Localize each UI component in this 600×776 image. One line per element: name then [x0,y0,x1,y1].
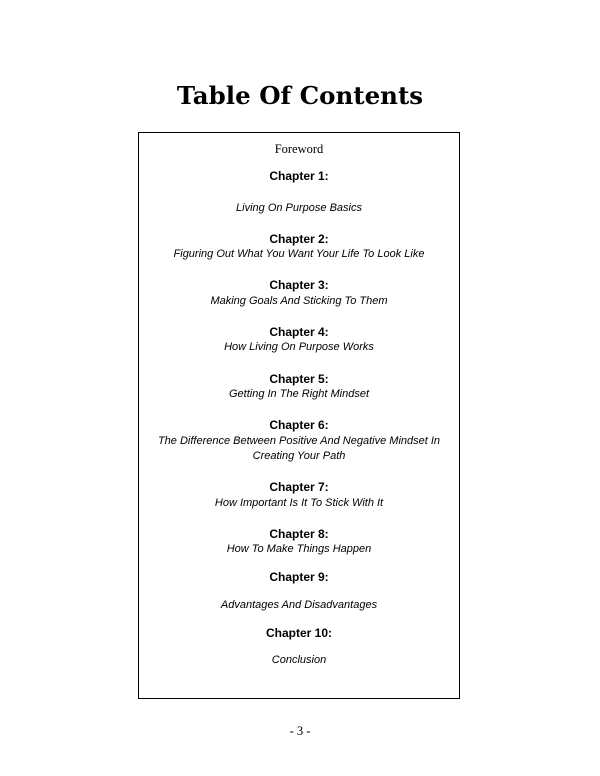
toc-chapter-8-heading: Chapter 8: [269,527,329,541]
toc-chapter-5-title: Getting In The Right Mindset [228,388,369,400]
toc-chapter-5-heading: Chapter 5: [269,372,329,386]
toc-chapter-10-title: Conclusion [271,654,327,666]
toc-chapter-9-title: Advantages And Disadvantages [220,599,378,611]
table-of-contents-box [138,132,460,699]
toc-chapter-3-title: Making Goals And Sticking To Them [210,295,388,307]
toc-chapter-7-title: How Important Is It To Stick With It [214,497,384,509]
page-number: - 3 - [289,724,311,738]
toc-chapter-6-heading: Chapter 6: [269,418,329,432]
page-title: Table Of Contents [176,81,424,110]
toc-chapter-6-title-line-1: The Difference Between Positive And Negative Mindset In [157,435,441,447]
toc-chapter-6-title-line-2: Creating Your Path [252,450,346,462]
toc-chapter-4-heading: Chapter 4: [269,325,329,339]
toc-foreword: Foreword [274,142,324,156]
toc-chapter-9-heading: Chapter 9: [269,570,329,584]
toc-chapter-1-title: Living On Purpose Basics [236,202,362,214]
toc-chapter-4-title: How Living On Purpose Works [224,341,374,353]
toc-chapter-10-heading: Chapter 10: [265,626,333,640]
toc-chapter-2-title: Figuring Out What You Want Your Life To Look Like [173,248,425,260]
toc-chapter-8-title: How To Make Things Happen [226,543,372,555]
toc-chapter-3-heading: Chapter 3: [269,278,329,292]
toc-chapter-1-heading: Chapter 1: [269,169,329,183]
toc-chapter-2-heading: Chapter 2: [269,232,329,246]
toc-chapter-7-heading: Chapter 7: [269,480,329,494]
